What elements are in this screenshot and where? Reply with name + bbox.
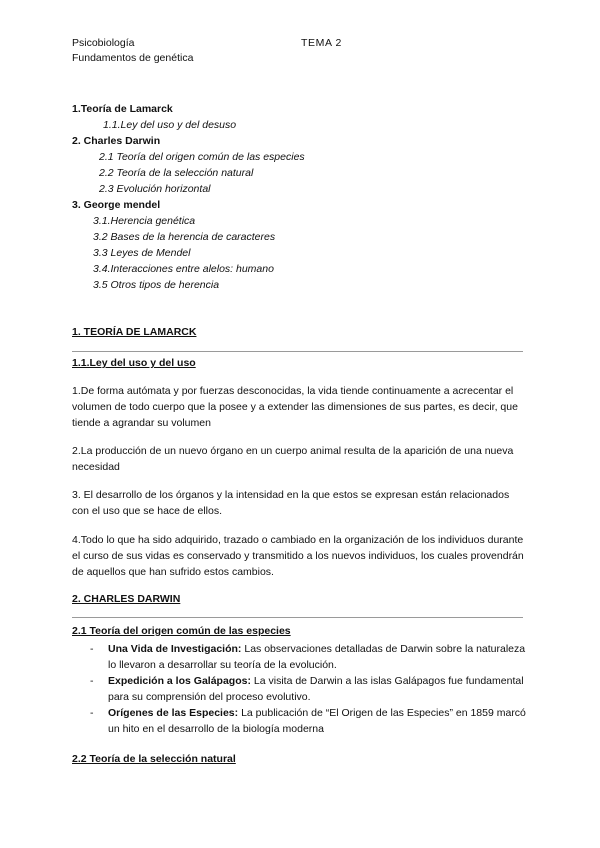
bullet-label: Orígenes de las Especies: — [108, 707, 239, 719]
bullet-label: Expedición a los Galápagos: — [108, 675, 251, 687]
section-divider — [72, 617, 523, 618]
subsection-title-origen: 2.1 Teoría del origen común de las especies — [72, 625, 291, 637]
header-subject: Psicobiología — [72, 37, 135, 49]
toc-item: 3.1.Herencia genética — [93, 215, 196, 227]
paragraph-2: 2.La producción de un nuevo órgano en un cuerpo animal resulta de la aparición de una nueva necesidad — [72, 445, 514, 473]
toc-item: 2.2 Teoría de la selección natural — [99, 167, 254, 179]
header-tema: TEMA 2 — [301, 37, 342, 49]
toc-item: 3.2 Bases de la herencia de caracteres — [93, 231, 276, 243]
bullet-dash: - — [90, 675, 94, 687]
bullet-label: Una Vida de Investigación: — [108, 643, 242, 655]
toc-item: 3. George mendel — [72, 199, 161, 211]
toc-item: 2. Charles Darwin — [72, 135, 161, 147]
bullet-list — [72, 641, 527, 737]
list-item — [72, 705, 527, 737]
toc-item: 3.4.Interacciones entre alelos: humano — [93, 263, 274, 275]
bullet-text: Las observaciones detalladas de Darwin sobre la naturaleza lo llevaron a desarrollar su teoría de la evolución. — [108, 643, 526, 671]
toc-item: 1.1.Ley del uso y del desuso — [103, 119, 237, 131]
subsection-title-seleccion: 2.2 Teoría de la selección natural — [72, 753, 236, 765]
paragraph-4: 4.Todo lo que ha sido adquirido, trazado o cambiado en la organización de los individuos durante el curso de sus vidas es conservado y transmitido a los nuevos individuos, los cuales provendrán de aquellos que han sufrido estos cambios. — [72, 534, 524, 578]
section-title-lamarck: 1. TEORÍA DE LAMARCK — [72, 326, 197, 338]
toc-item: 1.Teoría de Lamarck — [72, 103, 173, 115]
toc-item: 3.3 Leyes de Mendel — [93, 247, 191, 259]
section-divider — [72, 351, 523, 352]
paragraph-1: 1.De forma autómata y por fuerzas desconocidas, la vida tiende continuamente a acrecentar el volumen de todo cuerpo que la posee y a extender las dimensiones de sus partes, es decir, que tiende a agrandar su volumen — [72, 385, 518, 429]
toc-item: 2.3 Evolución horizontal — [99, 183, 211, 195]
toc-item: 3.5 Otros tipos de herencia — [93, 279, 220, 291]
bullet-text: La publicación de “El Origen de las Especies” en 1859 marcó un hito en el desarrollo de la biología moderna — [108, 707, 526, 735]
table-of-contents — [72, 101, 305, 293]
header-topic: Fundamentos de genética — [72, 52, 194, 64]
paragraph-3: 3. El desarrollo de los órganos y la intensidad en la que estos se expresan están relacionados con el uso que se hace de ellos. — [72, 489, 510, 517]
bullet-dash: - — [90, 643, 94, 655]
bullet-text: La visita de Darwin a las islas Galápagos fue fundamental para su comprensión del proceso evolutivo. — [108, 675, 524, 703]
toc-item: 2.1 Teoría del origen común de las especies — [99, 151, 305, 163]
section-title-darwin: 2. CHARLES DARWIN — [72, 593, 181, 605]
list-item — [72, 673, 527, 705]
list-item — [72, 641, 527, 673]
bullet-dash: - — [90, 707, 94, 719]
subsection-title-ley-uso: 1.1.Ley del uso y del uso — [72, 357, 196, 369]
